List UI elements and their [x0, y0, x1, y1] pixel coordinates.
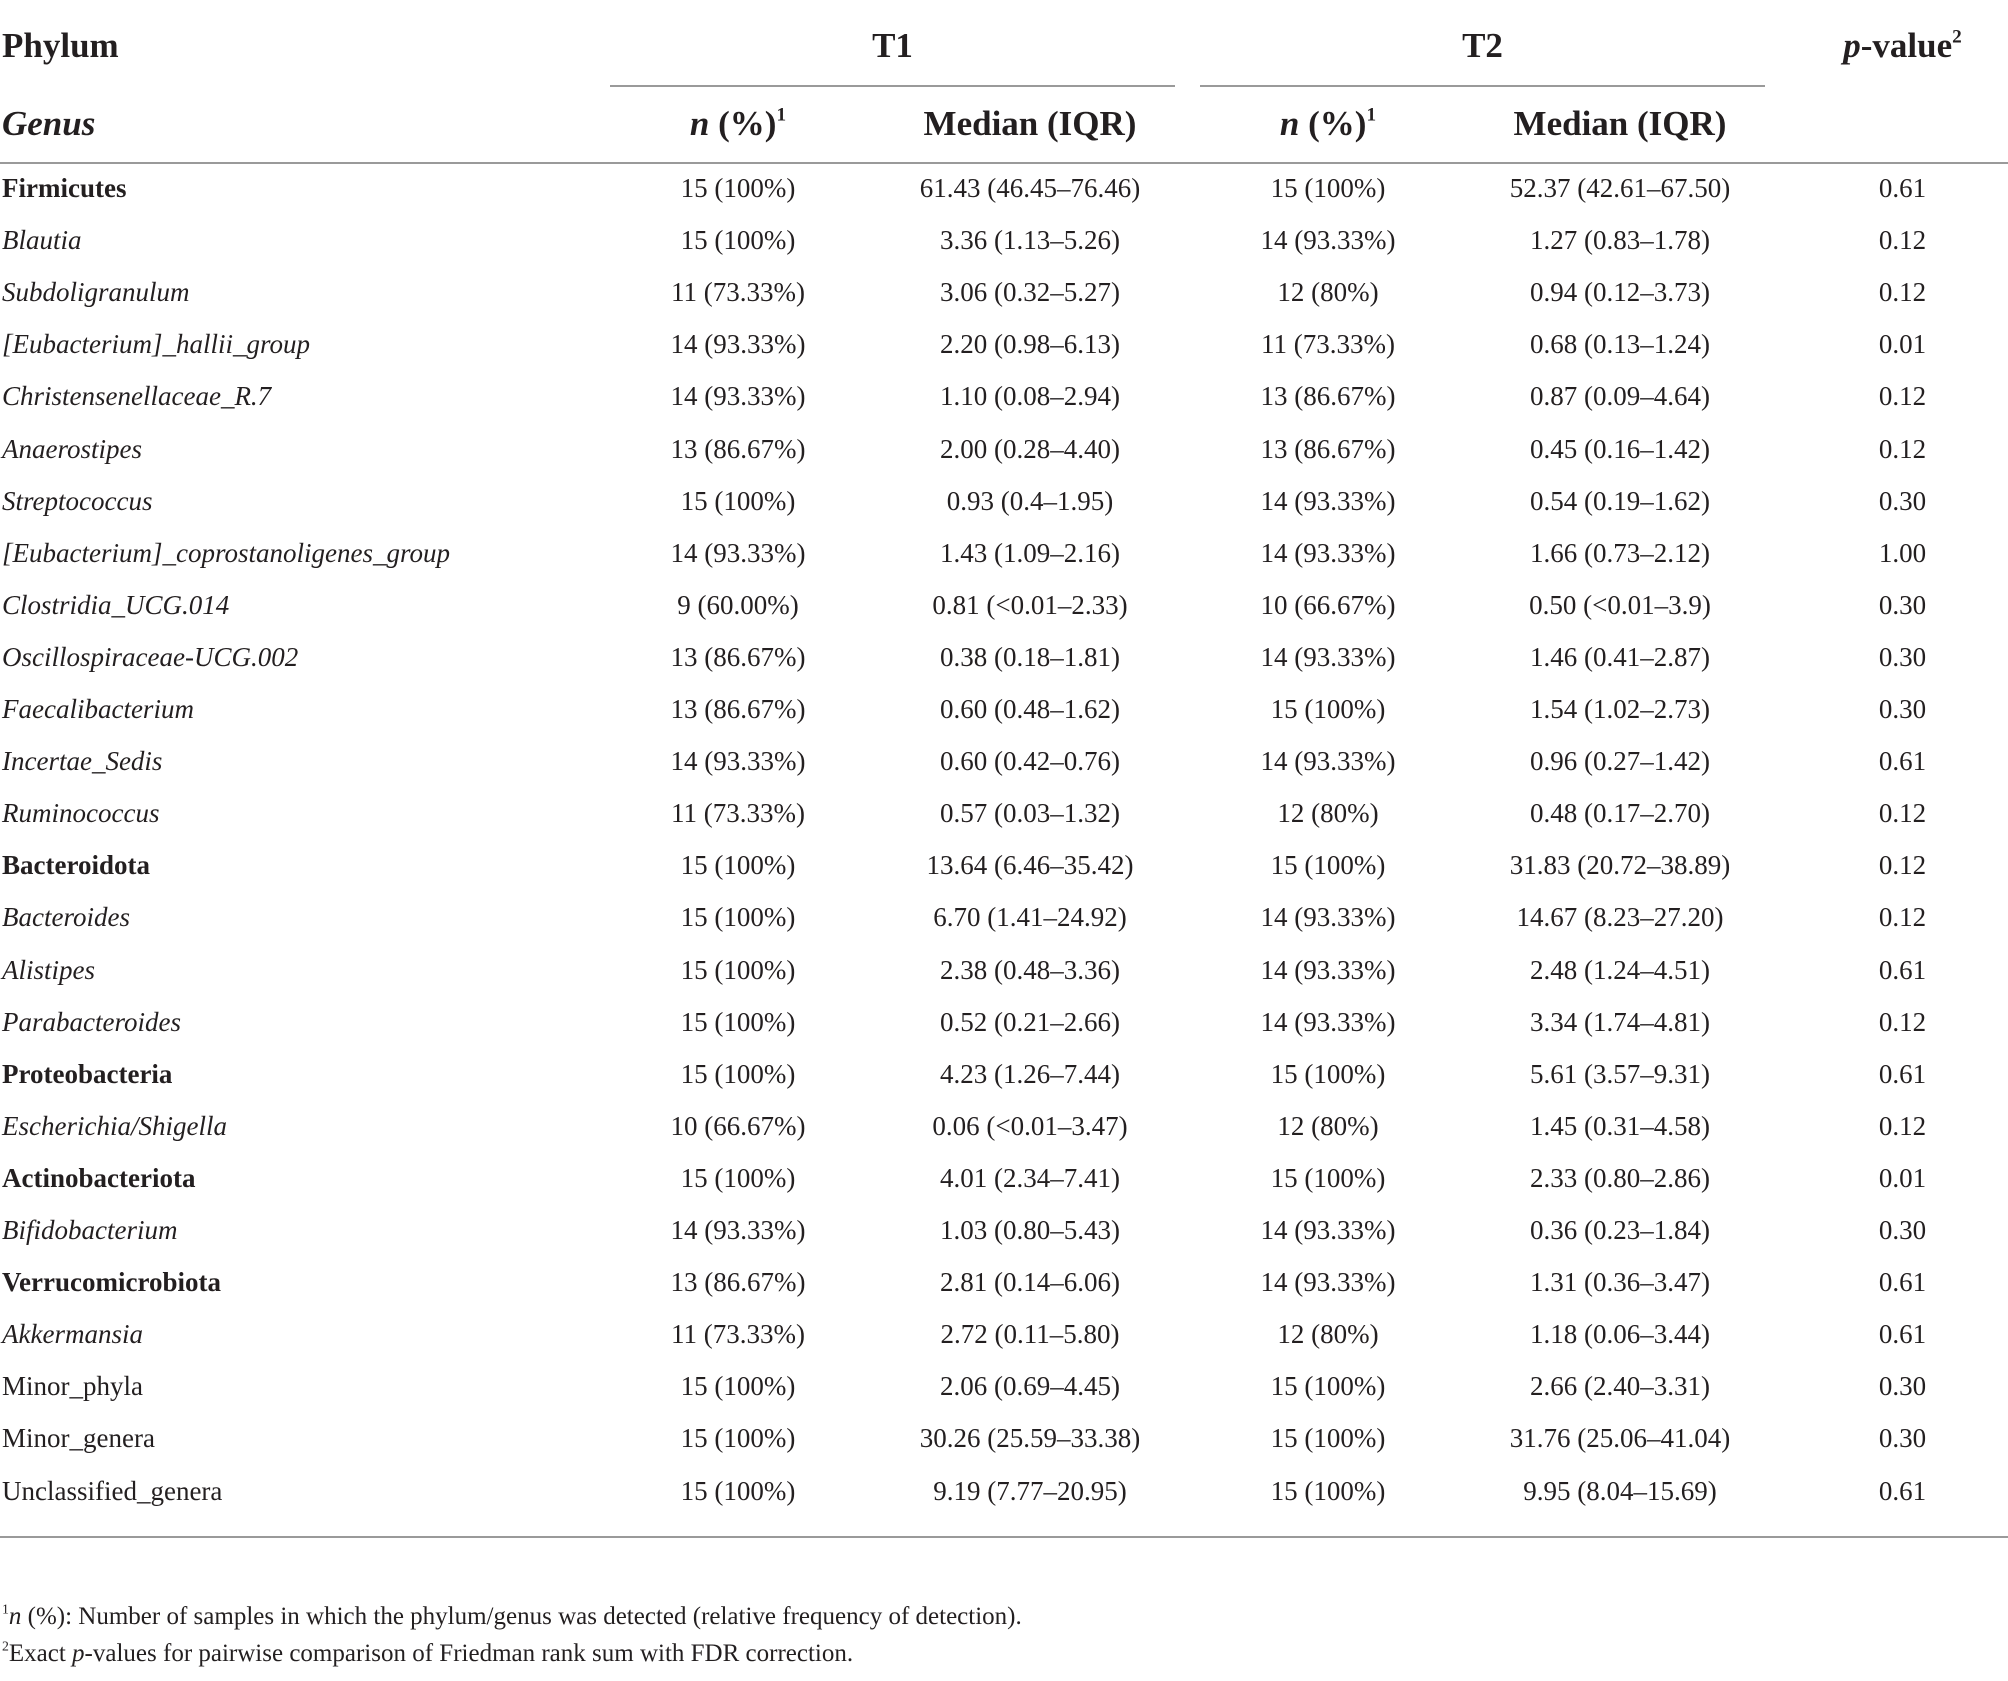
t1-median-cell: 0.60 (0.48–1.62): [940, 694, 1120, 724]
taxon-name-cell: Subdoligranulum: [2, 277, 190, 308]
header-t1: T1: [872, 26, 913, 65]
taxon-name-cell: Oscillospiraceae-UCG.002: [2, 641, 299, 672]
t1-n-cell: 15 (100%): [680, 225, 796, 256]
p-value-cell: 0.61: [1878, 173, 1927, 203]
taxon-name-cell: Anaerostipes: [2, 433, 142, 464]
t2-n-cell: 15 (100%): [1270, 694, 1386, 724]
t1-n-cell: 15 (100%): [680, 902, 796, 933]
footnote-1: $^1$n (%): Number of samples in which the phylum/genus was detected (relative frequency of detection).: [2, 1601, 1022, 1630]
p-value-cell: 0.30: [1878, 694, 1927, 724]
t1-median-cell: 9.19 (7.77–20.95): [933, 1475, 1127, 1506]
t2-median-cell: 31.83 (20.72–38.89): [1509, 850, 1731, 881]
t1-n-cell: 14 (93.33%): [670, 329, 806, 360]
t2-n-cell: 15 (100%): [1270, 850, 1386, 881]
taxon-name-cell: Bacteroides: [2, 902, 130, 933]
table-row: [0, 423, 2008, 475]
table-row: [0, 1152, 2008, 1204]
t2-n-cell: 12 (80%): [1277, 1319, 1379, 1350]
table-row: [0, 579, 2008, 631]
t2-n-cell: 12 (80%): [1277, 277, 1379, 308]
t1-n-cell: 11 (73.33%): [671, 798, 805, 829]
t1-median-cell: 3.06 (0.32–5.27): [940, 277, 1120, 308]
t2-n-cell: 14 (93.33%): [1260, 746, 1396, 777]
t2-n-cell: 13 (86.67%): [1260, 433, 1396, 464]
t1-median-cell: 0.81 (<0.01–2.33): [932, 589, 1128, 620]
t2-n-cell: 10 (66.67%): [1260, 589, 1396, 620]
taxon-name-cell: Unclassified_genera: [2, 1475, 223, 1506]
t1-median-cell: 1.43 (1.09–2.16): [940, 537, 1120, 568]
p-value-cell: 0.30: [1878, 1423, 1927, 1454]
p-value-cell: 0.61: [1878, 1319, 1927, 1350]
taxon-name-cell: Parabacteroides: [2, 1006, 181, 1037]
table-row: [0, 839, 2008, 891]
t1-n-cell: 13 (86.67%): [670, 694, 806, 724]
t2-n-cell: 14 (93.33%): [1260, 1267, 1396, 1298]
t1-n-cell: 9 (60.00%): [677, 589, 799, 620]
t2-median-cell: 0.54 (0.19–1.62): [1530, 485, 1710, 516]
p-value-cell: 0.61: [1878, 1267, 1927, 1298]
table-row: [0, 162, 2008, 214]
table-bottom-rule: [0, 1536, 2008, 1538]
table-row: [0, 1204, 2008, 1256]
t2-n-cell: 14 (93.33%): [1260, 485, 1396, 516]
table-row: [0, 1360, 2008, 1412]
table-row: [0, 1465, 2008, 1517]
table-row: [0, 683, 2008, 735]
p-value-cell: 1.00: [1878, 537, 1927, 568]
t1-median-cell: 61.43 (46.45–76.46): [919, 173, 1141, 203]
t2-median-cell: 2.66 (2.40–3.31): [1530, 1371, 1710, 1402]
taxon-name-cell: Blautia: [2, 225, 82, 256]
taxon-name-cell: Ruminococcus: [2, 798, 160, 829]
t1-spanner-rule: [610, 85, 1175, 87]
table-row: [0, 370, 2008, 422]
header-t1-n: n (%)$^1$: [689, 104, 787, 143]
t1-median-cell: 0.52 (0.21–2.66): [940, 1006, 1120, 1037]
p-value-cell: 0.12: [1878, 1110, 1927, 1141]
t1-median-cell: 0.06 (<0.01–3.47): [932, 1110, 1128, 1141]
p-value-cell: 0.01: [1878, 329, 1927, 360]
header-t2-median: Median (IQR): [1513, 104, 1727, 143]
p-value-cell: 0.30: [1878, 589, 1927, 620]
t1-median-cell: 2.72 (0.11–5.80): [940, 1319, 1120, 1350]
p-value-cell: 0.12: [1878, 277, 1927, 308]
t1-n-cell: 14 (93.33%): [670, 381, 806, 412]
taxon-name-cell: [Eubacterium]_coprostanoligenes_group: [2, 537, 450, 568]
header-t2-n: n (%)$^1$: [1279, 104, 1377, 143]
t2-n-cell: 14 (93.33%): [1260, 641, 1396, 672]
t2-median-cell: 0.94 (0.12–3.73): [1530, 277, 1710, 308]
t1-n-cell: 15 (100%): [680, 850, 796, 881]
p-value-cell: 0.30: [1878, 1215, 1927, 1245]
table-row: [0, 631, 2008, 683]
p-value-cell: 0.30: [1878, 1371, 1927, 1402]
table-row: [0, 1308, 2008, 1360]
t2-median-cell: 2.48 (1.24–4.51): [1530, 954, 1710, 985]
t2-n-cell: 15 (100%): [1270, 1423, 1386, 1454]
table-row: [0, 996, 2008, 1048]
taxon-name-cell: Akkermansia: [2, 1319, 143, 1350]
t1-median-cell: 0.57 (0.03–1.32): [940, 798, 1120, 829]
t2-median-cell: 1.18 (0.06–3.44): [1530, 1319, 1710, 1350]
header-genus: Genus: [2, 104, 96, 143]
t2-median-cell: 0.45 (0.16–1.42): [1530, 433, 1710, 464]
t2-median-cell: 3.34 (1.74–4.81): [1530, 1006, 1710, 1037]
taxon-name-cell: [Eubacterium]_hallii_group: [2, 329, 310, 360]
t2-n-cell: 11 (73.33%): [1261, 329, 1395, 360]
t2-median-cell: 2.33 (0.80–2.86): [1530, 1162, 1710, 1193]
taxon-name-cell: Faecalibacterium: [2, 694, 194, 724]
taxon-name-cell: Clostridia_UCG.014: [2, 589, 230, 620]
t1-n-cell: 14 (93.33%): [670, 1215, 806, 1245]
t1-median-cell: 3.36 (1.13–5.26): [940, 225, 1120, 256]
t2-n-cell: 15 (100%): [1270, 1162, 1386, 1193]
t2-median-cell: 0.87 (0.09–4.64): [1530, 381, 1710, 412]
t1-n-cell: 15 (100%): [680, 173, 796, 203]
p-value-cell: 0.12: [1878, 225, 1927, 256]
t1-n-cell: 15 (100%): [680, 1006, 796, 1037]
t2-median-cell: 0.36 (0.23–1.84): [1530, 1215, 1710, 1245]
taxon-name-cell: Minor_phyla: [2, 1371, 143, 1402]
t2-n-cell: 15 (100%): [1270, 1058, 1386, 1089]
t1-median-cell: 6.70 (1.41–24.92): [933, 902, 1127, 933]
header-p-value: p-value$^2$: [1843, 26, 1962, 65]
t2-median-cell: 1.54 (1.02–2.73): [1530, 694, 1710, 724]
taxon-name-cell: Streptococcus: [2, 485, 153, 516]
t2-median-cell: 1.46 (0.41–2.87): [1530, 641, 1710, 672]
taxon-name-cell: Proteobacteria: [2, 1058, 173, 1089]
table-row: [0, 527, 2008, 579]
p-value-cell: 0.12: [1878, 850, 1927, 881]
t2-median-cell: 14.67 (8.23–27.20): [1516, 902, 1724, 933]
taxon-name-cell: Escherichia/Shigella: [2, 1110, 227, 1141]
t1-n-cell: 11 (73.33%): [671, 277, 805, 308]
p-value-cell: 0.30: [1878, 641, 1927, 672]
table-row: [0, 891, 2008, 943]
t1-median-cell: 1.03 (0.80–5.43): [940, 1215, 1120, 1245]
t2-n-cell: 14 (93.33%): [1260, 1215, 1396, 1245]
t2-median-cell: 1.31 (0.36–3.47): [1530, 1267, 1710, 1298]
p-value-cell: 0.12: [1878, 902, 1927, 933]
t2-n-cell: 15 (100%): [1270, 1475, 1386, 1506]
p-value-cell: 0.61: [1878, 1475, 1927, 1506]
table-row: [0, 1048, 2008, 1100]
t2-n-cell: 12 (80%): [1277, 1110, 1379, 1141]
t1-median-cell: 30.26 (25.59–33.38): [919, 1423, 1141, 1454]
t1-median-cell: 4.01 (2.34–7.41): [940, 1162, 1120, 1193]
header-t1-median: Median (IQR): [923, 104, 1137, 143]
t1-n-cell: 15 (100%): [680, 1162, 796, 1193]
t1-n-cell: 15 (100%): [680, 485, 796, 516]
table-row: [0, 787, 2008, 839]
t1-median-cell: 4.23 (1.26–7.44): [940, 1058, 1120, 1089]
t1-n-cell: 11 (73.33%): [671, 1319, 805, 1350]
p-value-cell: 0.12: [1878, 433, 1927, 464]
p-value-cell: 0.12: [1878, 798, 1927, 829]
t1-median-cell: 2.81 (0.14–6.06): [940, 1267, 1120, 1298]
t1-median-cell: 1.10 (0.08–2.94): [940, 381, 1120, 412]
t2-median-cell: 31.76 (25.06–41.04): [1509, 1423, 1731, 1454]
t1-n-cell: 15 (100%): [680, 954, 796, 985]
t2-n-cell: 15 (100%): [1270, 173, 1386, 203]
t2-median-cell: 1.66 (0.73–2.12): [1530, 537, 1710, 568]
footnote-2: $^2$Exact p-values for pairwise comparison of Friedman rank sum with FDR correction.: [2, 1638, 854, 1667]
t1-median-cell: 2.00 (0.28–4.40): [940, 433, 1120, 464]
t1-n-cell: 14 (93.33%): [670, 537, 806, 568]
taxon-name-cell: Incertae_Sedis: [2, 746, 163, 777]
t2-median-cell: 1.27 (0.83–1.78): [1530, 225, 1710, 256]
p-value-cell: 0.01: [1878, 1162, 1927, 1193]
t2-median-cell: 0.68 (0.13–1.24): [1530, 329, 1710, 360]
p-value-cell: 0.61: [1878, 746, 1927, 777]
t2-n-cell: 14 (93.33%): [1260, 1006, 1396, 1037]
table-row: [0, 318, 2008, 370]
table-row: [0, 944, 2008, 996]
t2-n-cell: 14 (93.33%): [1260, 954, 1396, 985]
table-row: [0, 214, 2008, 266]
table-row: [0, 735, 2008, 787]
taxon-name-cell: Bacteroidota: [2, 850, 150, 881]
t2-n-cell: 13 (86.67%): [1260, 381, 1396, 412]
table-row: [0, 1100, 2008, 1152]
t2-spanner-rule: [1200, 85, 1765, 87]
t1-median-cell: 0.38 (0.18–1.81): [940, 641, 1120, 672]
taxon-name-cell: Christensenellaceae_R.7: [2, 381, 272, 412]
t2-n-cell: 15 (100%): [1270, 1371, 1386, 1402]
table-row: [0, 266, 2008, 318]
t2-median-cell: 9.95 (8.04–15.69): [1523, 1475, 1717, 1506]
t1-median-cell: 2.06 (0.69–4.45): [940, 1371, 1120, 1402]
t1-n-cell: 13 (86.67%): [670, 1267, 806, 1298]
table-row: [0, 1412, 2008, 1464]
t1-n-cell: 15 (100%): [680, 1371, 796, 1402]
taxon-name-cell: Alistipes: [2, 954, 95, 985]
t2-median-cell: 52.37 (42.61–67.50): [1509, 173, 1731, 203]
t1-n-cell: 15 (100%): [680, 1058, 796, 1089]
taxon-name-cell: Firmicutes: [2, 173, 127, 203]
t1-n-cell: 13 (86.67%): [670, 641, 806, 672]
t1-n-cell: 14 (93.33%): [670, 746, 806, 777]
table-row: [0, 1256, 2008, 1308]
t1-n-cell: 13 (86.67%): [670, 433, 806, 464]
t1-median-cell: 2.38 (0.48–3.36): [940, 954, 1120, 985]
t1-median-cell: 0.60 (0.42–0.76): [940, 746, 1120, 777]
taxon-name-cell: Minor_genera: [2, 1423, 155, 1454]
t2-median-cell: 1.45 (0.31–4.58): [1530, 1110, 1710, 1141]
t1-median-cell: 13.64 (6.46–35.42): [926, 850, 1134, 881]
t2-n-cell: 12 (80%): [1277, 798, 1379, 829]
t2-n-cell: 14 (93.33%): [1260, 902, 1396, 933]
t2-median-cell: 0.48 (0.17–2.70): [1530, 798, 1710, 829]
t2-n-cell: 14 (93.33%): [1260, 225, 1396, 256]
p-value-cell: 0.61: [1878, 1058, 1927, 1089]
t2-median-cell: 0.96 (0.27–1.42): [1530, 746, 1710, 777]
t1-n-cell: 15 (100%): [680, 1475, 796, 1506]
taxon-name-cell: Bifidobacterium: [2, 1215, 178, 1245]
p-value-cell: 0.30: [1878, 485, 1927, 516]
table-row: [0, 475, 2008, 527]
header-phylum: Phylum: [2, 26, 119, 65]
t2-median-cell: 0.50 (<0.01–3.9): [1529, 589, 1711, 620]
t1-median-cell: 2.20 (0.98–6.13): [940, 329, 1120, 360]
t2-n-cell: 14 (93.33%): [1260, 537, 1396, 568]
taxon-name-cell: Verrucomicrobiota: [2, 1267, 221, 1298]
t1-n-cell: 10 (66.67%): [670, 1110, 806, 1141]
t1-median-cell: 0.93 (0.4–1.95): [946, 485, 1114, 516]
t1-n-cell: 15 (100%): [680, 1423, 796, 1454]
header-t2: T2: [1462, 26, 1503, 65]
taxon-name-cell: Actinobacteriota: [2, 1162, 196, 1193]
p-value-cell: 0.61: [1878, 954, 1927, 985]
p-value-cell: 0.12: [1878, 381, 1927, 412]
p-value-cell: 0.12: [1878, 1006, 1927, 1037]
t2-median-cell: 5.61 (3.57–9.31): [1530, 1058, 1710, 1089]
